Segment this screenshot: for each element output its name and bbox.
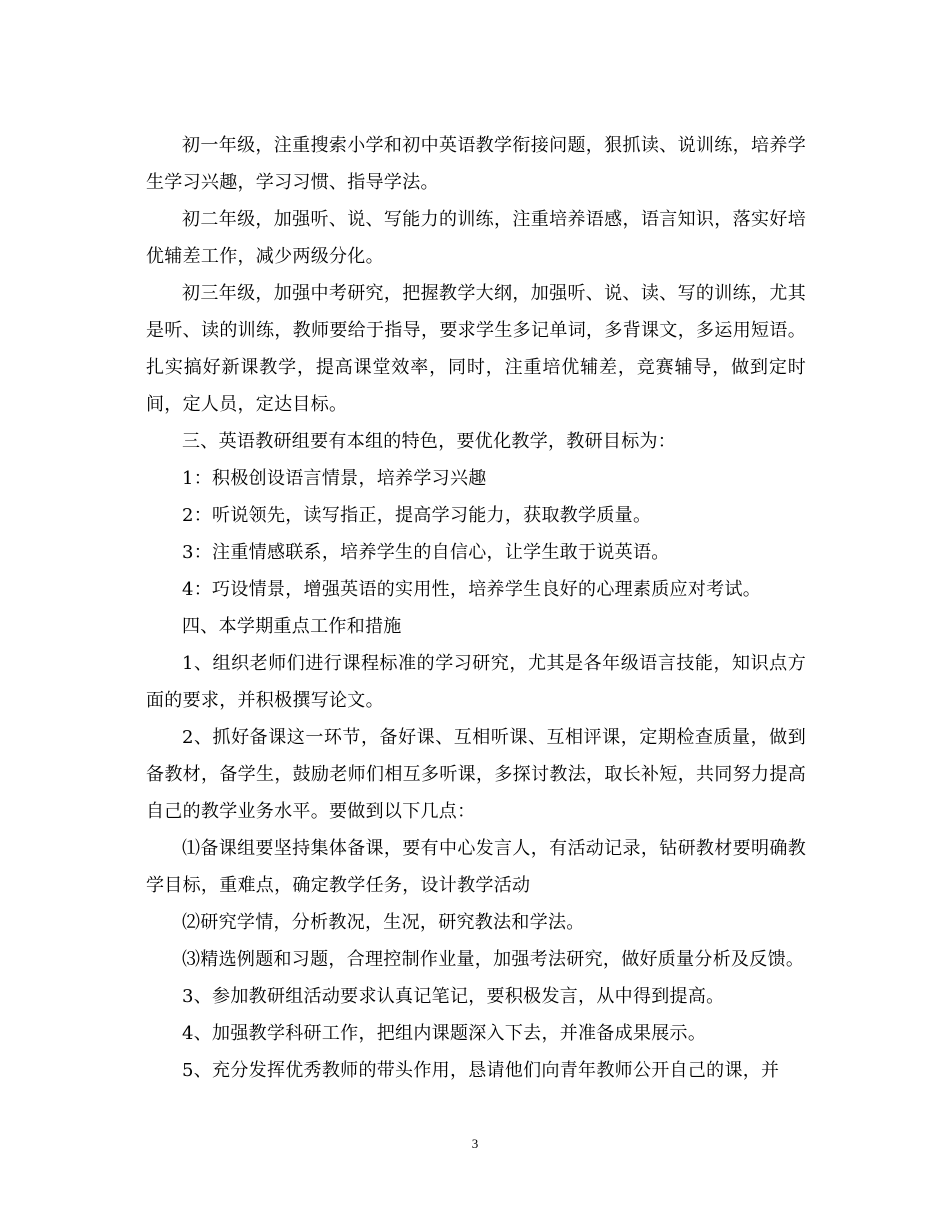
paragraph-grade-one: 初一年级，注重搜索小学和初中英语教学衔接问题，狠抓读、说训练，培养学生学习兴趣，学习习惯、指导学法。	[146, 135, 806, 193]
goal-item-3: 3：注重情感联系，培养学生的自信心，让学生敢于说英语。	[182, 542, 670, 563]
page-number: 3	[471, 1136, 479, 1151]
sub-point-3: ⑶精选例题和习题，合理控制作业量，加强考法研究，做好质量分析及反馈。	[182, 949, 805, 970]
section-heading-four: 四、本学期重点工作和措施	[182, 616, 402, 637]
goal-item-4: 4：巧设情景，增强英语的实用性，培养学生良好的心理素质应对考试。	[182, 579, 762, 600]
section-heading-three: 三、英语教研组要有本组的特色，要优化教学，教研目标为：	[182, 431, 677, 452]
measure-item-1: 1、组织老师们进行课程标准的学习研究，尤其是各年级语言技能，知识点方面的要求，并积极撰写论文。	[146, 653, 806, 711]
measure-item-4: 4、加强教学科研工作，把组内课题深入下去，并准备成果展示。	[182, 1023, 707, 1044]
measure-item-5: 5、充分发挥优秀教师的带头作用，恳请他们向青年教师公开自己的课，并	[182, 1060, 780, 1081]
goal-item-2: 2：听说领先，读写指正，提高学习能力，获取教学质量。	[182, 505, 652, 526]
document-body	[146, 127, 806, 1089]
measure-item-3: 3、参加教研组活动要求认真记笔记，要积极发言，从中得到提高。	[182, 986, 725, 1007]
paragraph-grade-three: 初三年级，加强中考研究，把握教学大纲，加强听、说、读、写的训练，尤其是听、读的训练，教师要给于指导，要求学生多记单词，多背课文，多运用短语。扎实搞好新课教学，提高课堂效率，同时，注重培优辅差，竞赛辅导，做到定时间，定人员，定达目标。	[146, 283, 806, 415]
sub-point-2: ⑵研究学情，分析教况，生况，研究教法和学法。	[182, 912, 585, 933]
measure-item-2: 2、抓好备课这一环节，备好课、互相听课、互相评课，定期检查质量，做到备教材，备学生，鼓励老师们相互多听课，多探讨教法，取长补短，共同努力提高自己的教学业务水平。要做到以下几点：	[146, 727, 806, 822]
paragraph-grade-two: 初二年级，加强听、说、写能力的训练，注重培养语感，语言知识，落实好培优辅差工作，减少两级分化。	[146, 209, 806, 267]
goal-item-1: 1：积极创设语言情景，培养学习兴趣	[182, 468, 487, 489]
sub-point-1: ⑴备课组要坚持集体备课，要有中心发言人，有活动记录，钻研教材要明确教学目标，重难点，确定教学任务，设计教学活动	[146, 838, 806, 896]
